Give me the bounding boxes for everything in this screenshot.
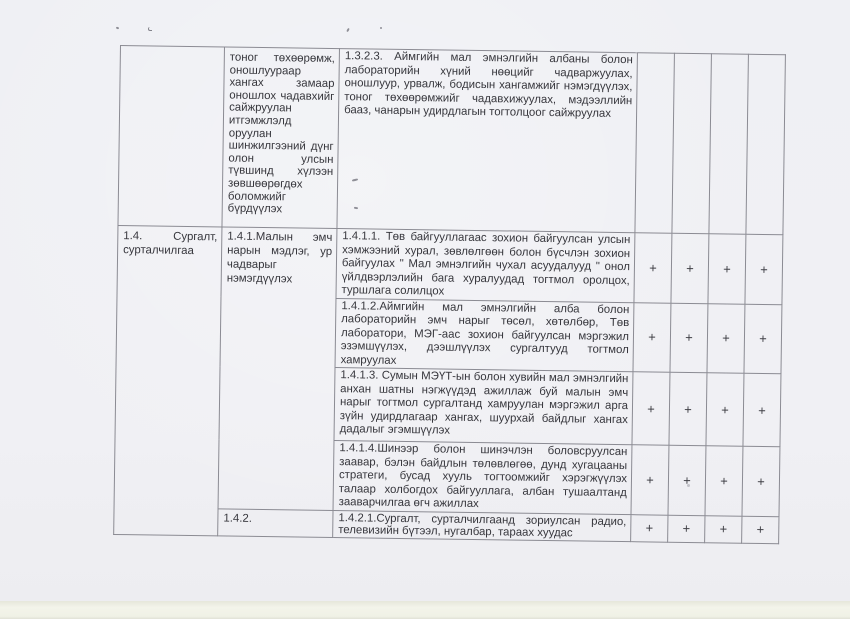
mark-cell: [635, 53, 675, 233]
mark-cell: +: [633, 302, 671, 372]
mark-cell: +: [670, 303, 708, 373]
mark-cell: [672, 53, 712, 233]
cell-activity-1421: 1.4.2.1.Сургалт, сурталчилгаанд зориулсан радио, телевизийн бүтээл, нугалбар, тараах хуудас: [333, 510, 631, 541]
mark-cell: [709, 54, 749, 234]
cell-activity-1323: 1.3.2.3. Аймгийн мал эмнэлгийн албаны болон лабораторийн хүний нөөцийг чадваржуулах, оношлуур, урвалж, бодисын хангамжийг нэмэгдүүлэх, тоног төхөөрөмжийг чадавхижуулах, мэдээллийн бааз, чанарын удирдлагын тогтолцоог сайжруулах: [337, 49, 637, 233]
cell-section-empty: [118, 46, 225, 227]
scanner-bed-edge: [0, 601, 850, 619]
table-tilt-wrapper: [113, 45, 786, 544]
scan-speck: [380, 27, 382, 29]
mark-cell: +: [631, 514, 668, 542]
table-row: [117, 225, 783, 304]
mark-cell: +: [742, 516, 779, 544]
scan-speck: [148, 27, 152, 31]
scan-speck: [116, 27, 120, 30]
mark-cell: +: [708, 234, 746, 304]
cell-subsection-142: 1.4.2.: [218, 508, 333, 537]
mark-cell: +: [634, 233, 672, 303]
mark-cell: +: [742, 446, 780, 516]
mark-cell: +: [744, 304, 782, 374]
cell-activity-1413: 1.4.1.3. Сумын МЭҮТ-ын болон хувийн мал эмнэлгийн анхан шатны нэгжүүдэд ажиллаж буй малын эмч нарыг тогтмол сургалтанд хамруулан мэргэжил арга зүйн удирдлагаар хангах, шуурхай байдлыг хангах дадалыг эгэмшүүлэх: [334, 368, 633, 445]
mark-cell: +: [671, 233, 709, 303]
cell-subsection-141: 1.4.1.Малын эмч нарын мэдлэг, ур чадварыг нэмэгдүүлэх: [218, 227, 337, 510]
activity-plan-table: [113, 45, 786, 544]
scan-speck: [354, 207, 358, 210]
mark-cell: +: [743, 373, 781, 447]
mark-cell: +: [668, 515, 705, 543]
cell-continuation-text: тоног төхөөрөмж, оношлуураар хангах замаар оношлох чадавхийг сайжруулан итгэмжлэлд оруулан шинжилгээний дүнг олон улсын түвшинд хүлээн зөвшөөрөгдөх боломжийг бүрдүүлэх: [222, 47, 340, 229]
mark-cell: +: [707, 303, 745, 373]
mark-cell: +: [632, 372, 670, 446]
mark-cell: +: [668, 445, 706, 515]
cell-activity-1412: 1.4.1.2.Аймгийн мал эмнэлгийн алба болон лабораторийн эмч нарыг төсөл, хөтөлбөр, Төв лаборатори, МЭГ-аас зохион байгуулсан мэргэжил эзэмшүүлэх, дээшлүүлэх сургалтууд тогтмол хамруулах: [335, 298, 634, 372]
mark-cell: +: [669, 372, 707, 446]
mark-cell: +: [631, 445, 669, 515]
cell-section-14: 1.4. Сургалт, сурталчилгаа: [114, 225, 222, 535]
cell-activity-1411: 1.4.1.1. Төв байгууллагаас зохион байгуулсан улсын хэмжээний хурал, зөвлөлгөөн болон бүсчлэн зохион байгуулах " Мал эмнэлгийн чухал асуудалууд " онол үйлдвэрлэлийн бага хуралуудад тогтмол оролцох, туршлага солилцох: [336, 229, 635, 303]
scan-speck: [687, 484, 690, 487]
mark-cell: +: [745, 234, 783, 304]
mark-cell: +: [705, 515, 742, 543]
cell-activity-1414: 1.4.1.4.Шинээр болон шинэчлэн боловсруулсан заавар, бэлэн байдлын төлөвлөгөө, дунд хугацааны стратеги, бусад хууль тогтоомжийг хэрэгжүүлэх талаар холбогдох байгууллага, албан тушаалтанд зааварчилгаа өгч ажиллах: [333, 441, 632, 515]
table-row: [118, 46, 785, 235]
mark-cell: [746, 54, 786, 234]
mark-cell: +: [706, 373, 744, 447]
mark-cell: +: [705, 446, 743, 516]
scan-speck: [346, 28, 350, 32]
